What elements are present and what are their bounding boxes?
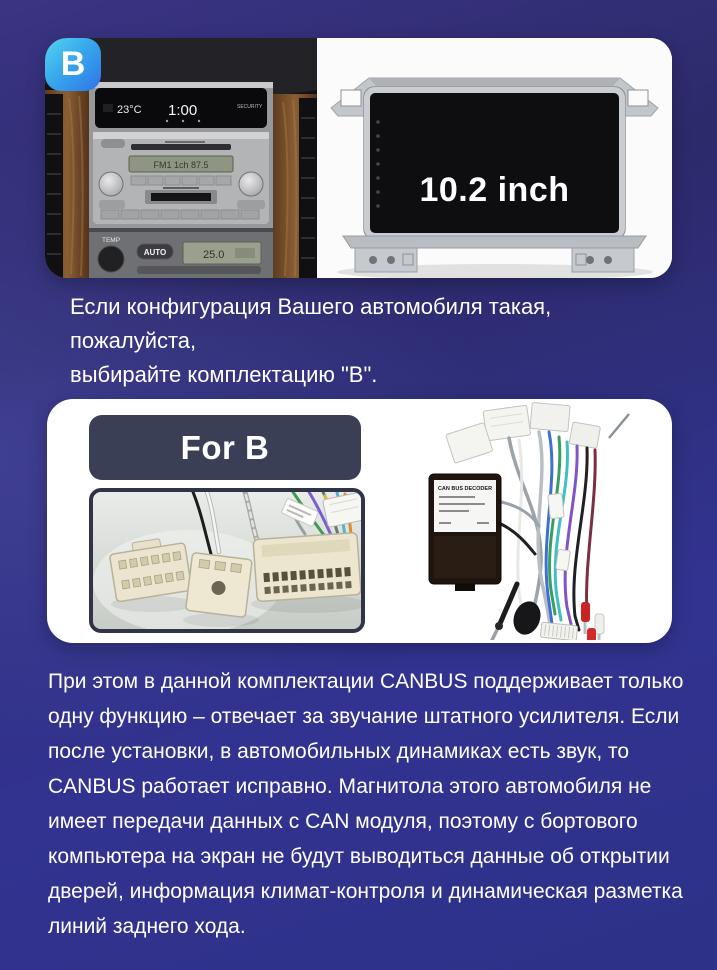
dash-security-label: SECURITY bbox=[237, 104, 263, 110]
dash-temp-readout: 23°C bbox=[117, 104, 142, 116]
description-line: имеет передачи данных с CAN модуля, поэтому с бортового bbox=[48, 810, 638, 833]
canbus-decoder-box bbox=[429, 474, 501, 591]
dash-clock-readout: 1:00 bbox=[168, 102, 198, 119]
oem-connectors-photo bbox=[89, 488, 365, 633]
description-line: При этом в данной комплектации CANBUS поддерживает только bbox=[48, 670, 684, 693]
canbus-harness-photo bbox=[399, 402, 665, 640]
description-line: линий заднего хода. bbox=[48, 915, 246, 938]
config-b-badge bbox=[45, 38, 101, 91]
oem-plug-center bbox=[186, 553, 253, 618]
tune-knob bbox=[239, 172, 263, 196]
climate-lcd-readout: 25.0 bbox=[203, 249, 225, 261]
config-b-card bbox=[45, 38, 672, 278]
head-unit-illustration bbox=[317, 38, 672, 278]
climate-temp-label: TEMP bbox=[101, 237, 121, 244]
rca-plugs bbox=[581, 602, 604, 640]
description-line: компьютера на экран не будут выводиться данные об открытии bbox=[48, 845, 670, 868]
head-unit-photo bbox=[317, 38, 672, 278]
harness-illustration bbox=[399, 402, 665, 640]
caption-line-1: Если конфигурация Вашего автомобиля такая, пожалуйста, bbox=[70, 294, 552, 353]
radio-lcd-readout: FM1 1ch 87.5 bbox=[153, 160, 209, 170]
caption-line-2: выбирайте комплектацию "B". bbox=[70, 362, 378, 387]
canbus-description bbox=[48, 664, 684, 944]
kit-b-card bbox=[47, 399, 672, 643]
description-line: после установки, в автомобильных динамиках есть звук, то bbox=[48, 740, 630, 763]
canbus-box-label: CAN BUS DECODER bbox=[437, 486, 493, 492]
description-line: дверей, информация климат-контроля и динамическая разметка bbox=[48, 880, 683, 903]
oem-plug-right bbox=[253, 533, 361, 602]
caption-text bbox=[70, 290, 670, 392]
climate-knob bbox=[98, 246, 124, 272]
screen-size-label: 10.2 inch bbox=[419, 171, 570, 209]
kit-title: For B bbox=[89, 415, 361, 480]
badge-label: B bbox=[60, 45, 86, 83]
description-line: CANBUS работает исправно. Магнитола этого автомобиля не bbox=[48, 775, 652, 798]
multipin-connector bbox=[540, 622, 577, 640]
climate-auto-button: AUTO bbox=[143, 248, 167, 257]
description-line: одну функцию – отвечает за звучание штатного усилителя. Если bbox=[48, 705, 680, 728]
rubber-grommet bbox=[509, 598, 545, 639]
connectors-illustration bbox=[93, 492, 361, 629]
volume-knob bbox=[99, 172, 123, 196]
unit-screen bbox=[367, 90, 622, 236]
